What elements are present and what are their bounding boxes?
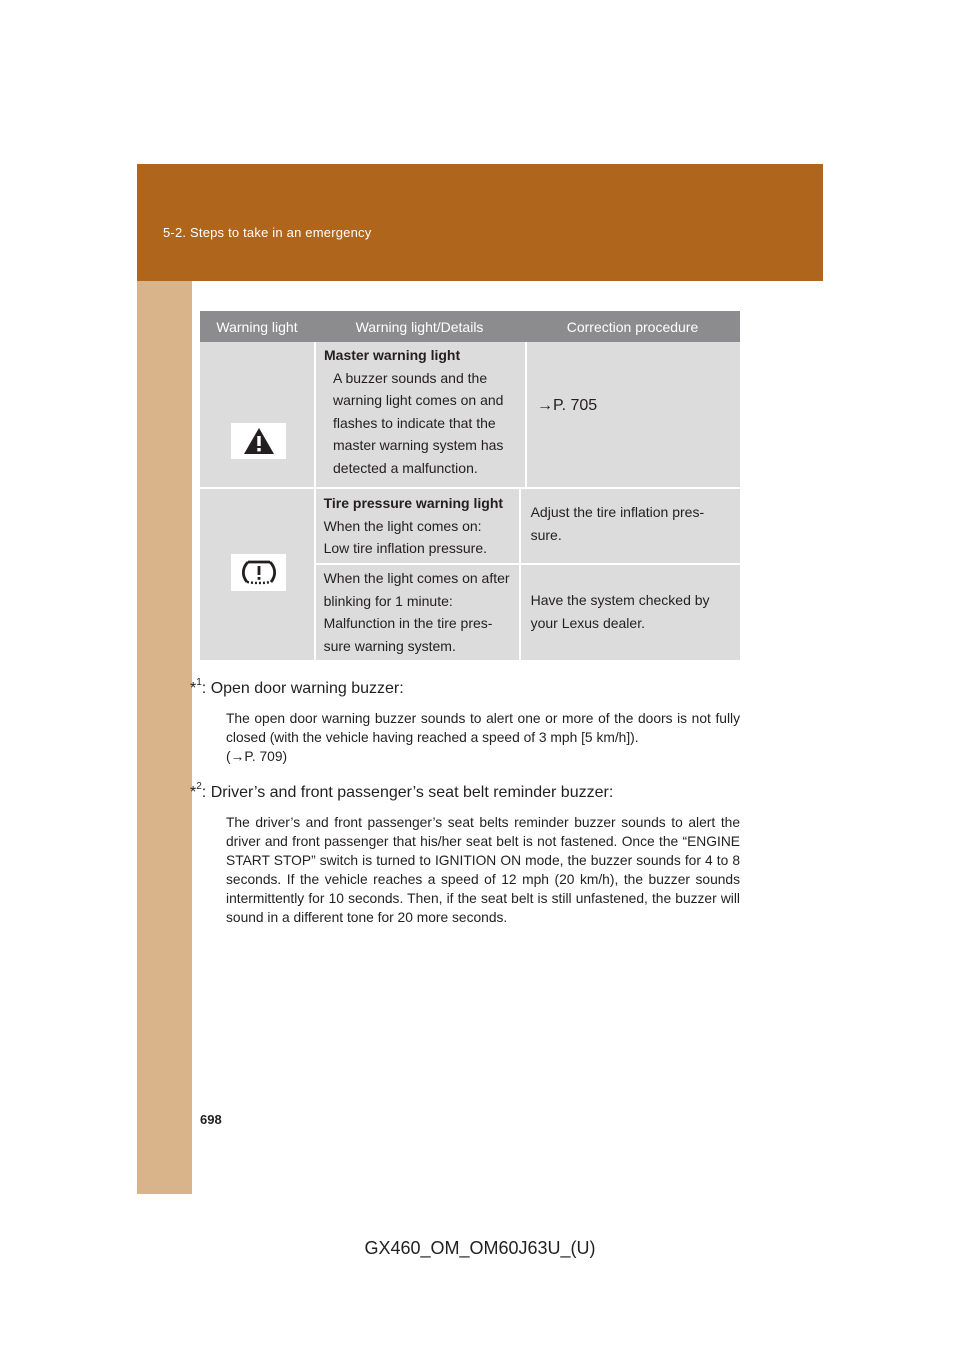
details-cell xyxy=(316,489,519,563)
table-header xyxy=(200,311,740,342)
warning-light-table xyxy=(200,311,740,660)
note-heading xyxy=(190,672,740,700)
side-strip xyxy=(137,164,192,1194)
tpms-detail-line: When the light comes on after xyxy=(323,570,510,586)
tpms-title: Tire pressure warning light xyxy=(323,495,504,511)
icon-cell xyxy=(200,489,314,660)
tpms-detail-line: Malfunction in the tire pres- xyxy=(323,615,493,631)
note-title: : Driver’s and front passenger’s seat belt reminder buzzer: xyxy=(201,784,614,801)
warning-triangle-icon xyxy=(231,423,286,459)
note-heading xyxy=(190,776,740,804)
master-warning-title: Master warning light xyxy=(324,347,461,363)
master-detail-line: master warning system has xyxy=(333,437,504,453)
note-marker: * xyxy=(190,784,197,801)
details-cell xyxy=(314,342,525,487)
note-body xyxy=(226,709,740,766)
page-number: 698 xyxy=(200,1112,222,1127)
procedure-cell xyxy=(519,565,734,660)
master-procedure[interactable]: →P. 705 xyxy=(525,342,740,487)
master-detail-line: warning light comes on and xyxy=(333,392,504,408)
note-body xyxy=(226,813,740,927)
header-band xyxy=(137,164,823,281)
tpms-procedure-line: sure. xyxy=(530,526,562,543)
tpms-procedure-line: Have the system checked by xyxy=(530,592,710,608)
tpms-detail-line: blinking for 1 minute: xyxy=(323,592,453,609)
footer-code: GX460_OM_OM60J63U_(U) xyxy=(364,1238,596,1258)
tpms-subrow xyxy=(316,489,740,565)
table-row xyxy=(200,489,740,660)
tpms-details xyxy=(314,489,740,660)
tire-pressure-icon xyxy=(231,554,286,591)
master-detail-line: flashes to indicate that the xyxy=(333,414,496,431)
details-cell xyxy=(316,565,519,660)
table-row xyxy=(200,342,740,489)
tpms-procedure-line: your Lexus dealer. xyxy=(530,614,645,631)
note-number: 2 xyxy=(196,781,202,792)
section-label: 5-2. Steps to take in an emergency xyxy=(163,225,372,240)
icon-cell xyxy=(200,342,314,487)
note-text: The open door warning buzzer sounds to alert one or more of the doors is not fully closed (with the vehicle having reached a speed of 3 mph [5 km/h]). xyxy=(226,711,740,745)
procedure-cell xyxy=(519,489,734,563)
page-reference-link[interactable]: (→P. 709) xyxy=(226,749,288,764)
note-title: : Open door warning buzzer: xyxy=(201,680,404,697)
note-marker: * xyxy=(190,680,197,697)
note-text: The driver’s and front passenger’s seat belts reminder buzzer sounds to alert the driver and front passenger that his/her seat belt is not fastened. Once the “ENGINE START STOP” switch is turned to IGNITION ON mode, the buzzer sounds for 4 to 8 seconds. If the vehicle reaches a speed of 12 mph (20 km/h), the buzzer sounds intermittently for 10 seconds. Then, if the seat belt is still unfastened, the buzzer will sound in a different tone for 20 more seconds. xyxy=(226,815,740,925)
tpms-detail-line: When the light comes on: xyxy=(323,517,482,534)
tpms-procedure-line: Adjust the tire inflation pres- xyxy=(530,504,705,520)
header-correction: Correction procedure xyxy=(566,318,699,335)
tpms-detail-line: Low tire inflation pressure. xyxy=(323,540,487,556)
footnotes xyxy=(190,672,740,937)
master-detail-line: A buzzer sounds and the xyxy=(333,369,488,386)
tpms-detail-line: sure warning system. xyxy=(323,637,456,654)
master-detail-line: detected a malfunction. xyxy=(333,459,478,476)
header-warning-light: Warning light xyxy=(216,318,298,335)
header-details: Warning light/Details xyxy=(355,318,484,335)
tpms-subrow xyxy=(316,565,740,660)
note-number: 1 xyxy=(196,677,202,688)
